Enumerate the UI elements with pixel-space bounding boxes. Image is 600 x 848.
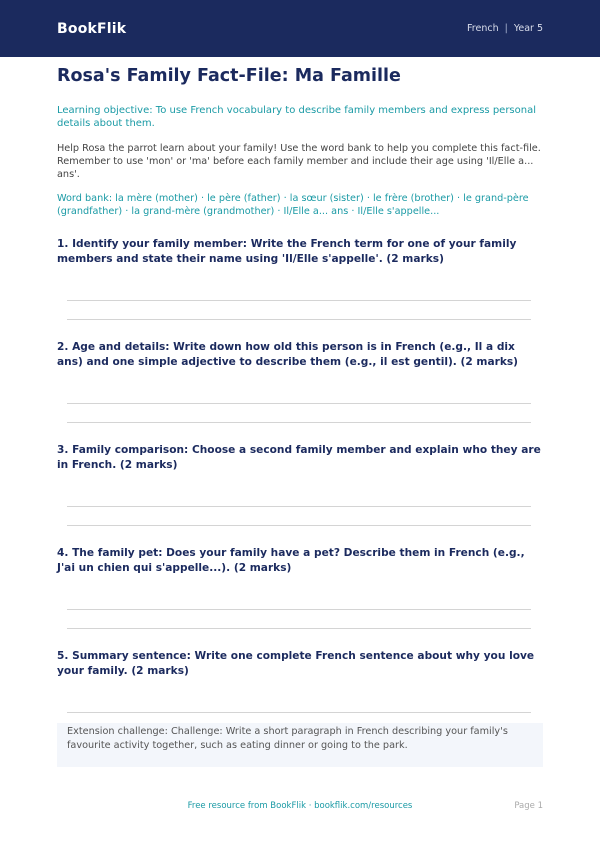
learning-objective: Learning objective: To use French vocabulary to describe family members and express personal details about them. (57, 105, 537, 129)
question-text: 2. Age and details: Write down how old this person is in French (e.g., Il a dix ans) and one simple adjective to describe them (e.g., il est gentil). (2 marks) (57, 341, 519, 368)
question-text: 3. Family comparison: Choose a second family member and explain who they are in French. (2 marks) (57, 444, 541, 471)
footer (57, 801, 543, 815)
extension-text: Extension challenge: Challenge: Write a short paragraph in French describing your family's favourite activity together, such as eating dinner or going to the park. (67, 726, 508, 751)
answer-line[interactable] (67, 628, 531, 629)
answer-line[interactable] (67, 712, 531, 713)
header-bar (0, 0, 600, 57)
question-text: 1. Identify your family member: Write the French term for one of your family members and state their name using 'Il/Elle s'appelle'. (2 marks) (57, 238, 517, 265)
answer-line[interactable] (67, 403, 531, 404)
subject-label: French (467, 23, 499, 34)
question-5 (57, 649, 543, 732)
question-4 (57, 546, 543, 629)
worksheet-title: Rosa's Family Fact-File: Ma Famille (57, 66, 401, 86)
answer-line[interactable] (67, 609, 531, 610)
footer-credit-link[interactable]: Free resource from BookFlik · bookflik.com/resources (187, 801, 413, 811)
meta-separator: | (504, 23, 508, 34)
answer-line[interactable] (67, 319, 531, 320)
intro-text: Help Rosa the parrot learn about your family! Use the word bank to help you complete this fact-file. Remember to use 'mon' or 'ma' before each family member and include their age using 'Il/Elle a... ans'. (57, 143, 541, 180)
word-bank: Word bank: la mère (mother) · le père (father) · la sœur (sister) · le frère (brother) · le grand-père (grandfather) · la grand-mère (grandmother) · Il/Elle a... ans · Il/Elle s'appelle... (57, 193, 529, 217)
year-label: Year 5 (513, 23, 543, 34)
answer-line[interactable] (67, 422, 531, 423)
question-text: 5. Summary sentence: Write one complete French sentence about why you love your family. (2 marks) (57, 650, 535, 677)
question-1 (57, 237, 543, 320)
answer-line[interactable] (67, 506, 531, 507)
answer-line[interactable] (67, 525, 531, 526)
worksheet-content (57, 65, 543, 732)
answer-line[interactable] (67, 300, 531, 301)
subject-year-label (467, 23, 543, 34)
extension-challenge-box (57, 723, 543, 767)
question-2 (57, 340, 543, 423)
question-3 (57, 443, 543, 526)
question-text: 4. The family pet: Does your family have a pet? Describe them in French (e.g., J'ai un chien qui s'appelle...). (2 marks) (57, 547, 525, 574)
brand-logo[interactable]: BookFlik (57, 20, 127, 37)
page-number: Page 1 (514, 801, 543, 811)
